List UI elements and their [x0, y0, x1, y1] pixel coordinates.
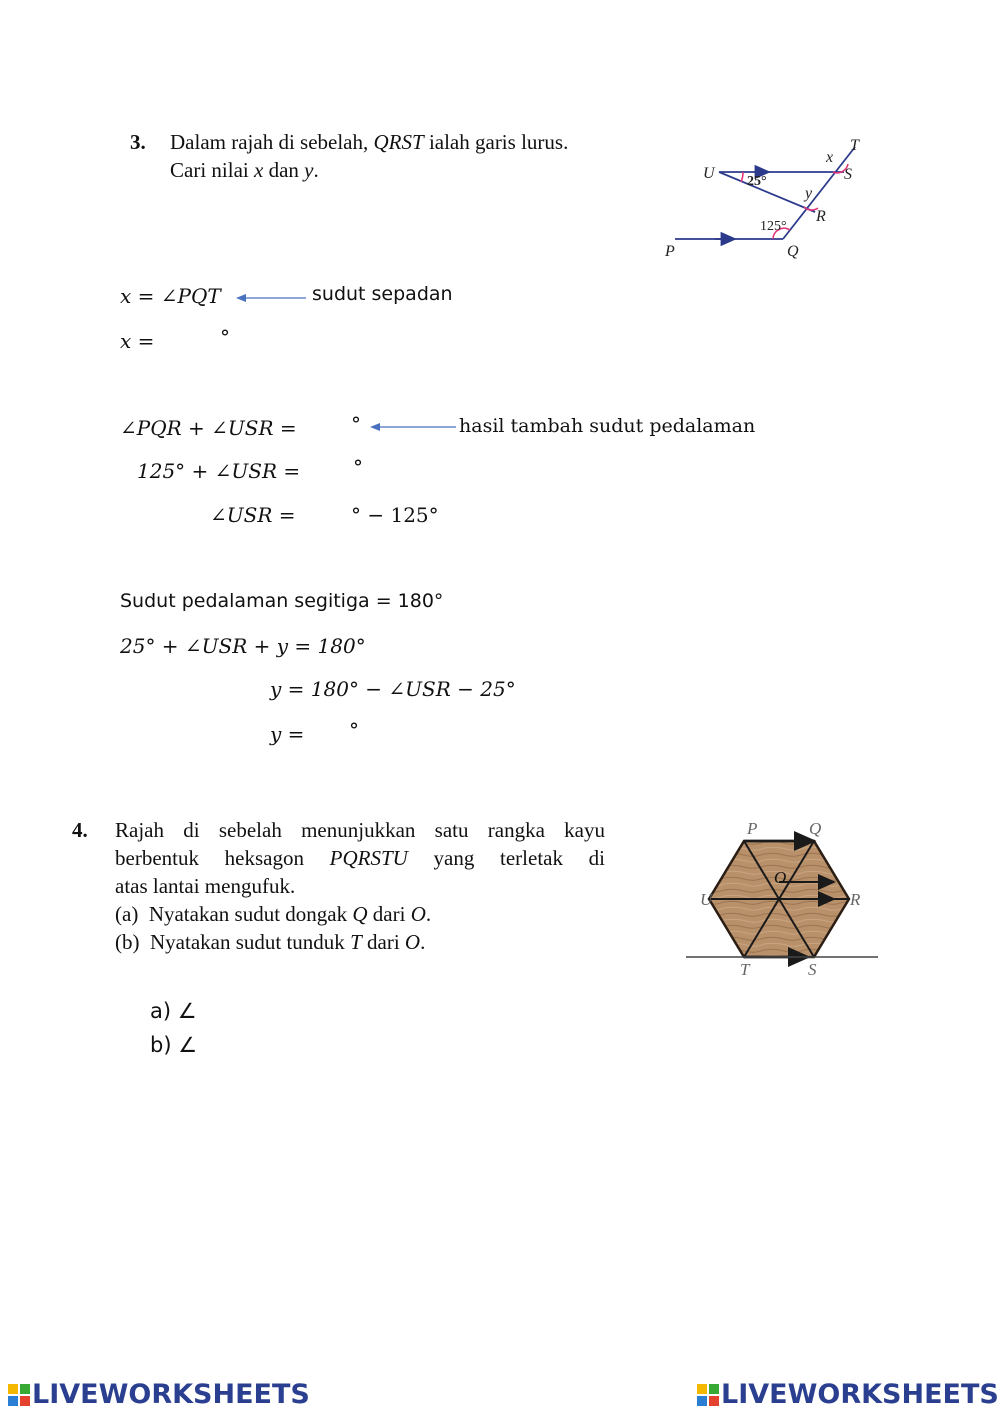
- q3-angle-diagram: [655, 132, 870, 267]
- answer-a-label: a) ∠: [150, 999, 197, 1023]
- q4-hexagon-diagram: [684, 815, 880, 980]
- note-sudut-sepadan: sudut sepadan: [312, 283, 453, 305]
- liveworksheets-logo-icon: [8, 1384, 30, 1406]
- line-qrst: [783, 147, 855, 239]
- step-y-degree: °: [349, 718, 359, 742]
- question-3-text: Dalam rajah di sebelah, QRST ialah garis lurus. Cari nilai x dan y.: [170, 130, 569, 182]
- label-s: S: [808, 960, 817, 979]
- label-25: 25°: [747, 174, 767, 189]
- label-u: U: [703, 165, 715, 182]
- label-r: R: [816, 208, 826, 225]
- step-y-value-label: y =: [270, 722, 305, 746]
- question-4-number: 4.: [72, 818, 88, 842]
- liveworksheets-logo-icon: [697, 1384, 719, 1406]
- question-4-text: Rajah di sebelah menunjukkan satu rangka kayu berbentuk heksagon PQRSTU yang terletak di atas lantai mengufuk. (a) Nyatakan sudut dongak Q dari O. (b) Nyatakan sudut tunduk T dari O.: [115, 818, 605, 954]
- label-s: S: [844, 166, 852, 183]
- arrow-sudut-sepadan: [236, 291, 308, 305]
- step-usr-tail: ° − 125°: [351, 503, 439, 527]
- step-usr: ∠USR =: [210, 503, 296, 527]
- label-t: T: [850, 137, 859, 154]
- step-x-degree: °: [220, 325, 230, 349]
- label-p: P: [747, 819, 758, 838]
- footer-logo-right: LIVEWORKSHEETS: [697, 1379, 999, 1410]
- arrow-sudut-pedalaman: [370, 420, 458, 434]
- answer-b-label: b) ∠: [150, 1033, 198, 1057]
- label-r: R: [850, 890, 861, 909]
- step-125-usr: 125° + ∠USR =: [137, 459, 301, 483]
- step-x-equals-pqt: x = ∠PQT: [120, 284, 221, 308]
- step-125-degree: °: [353, 455, 363, 479]
- note-triangle-sum: Sudut pedalaman segitiga = 180°: [120, 590, 444, 612]
- label-q: Q: [809, 819, 822, 838]
- line-ur: [719, 172, 815, 212]
- step-pqr-usr: ∠PQR + ∠USR =: [120, 416, 297, 440]
- step-triangle-eq: 25° + ∠USR + y = 180°: [120, 634, 366, 658]
- step-pqr-degree: °: [351, 412, 361, 436]
- label-t: T: [740, 960, 750, 979]
- step-y-expr: y = 180° − ∠USR − 25°: [270, 677, 516, 701]
- label-u: U: [700, 890, 713, 909]
- label-q: Q: [787, 243, 799, 260]
- label-o: O: [774, 868, 787, 887]
- note-sudut-pedalaman: hasil tambah sudut pedalaman: [459, 415, 756, 437]
- label-p: P: [665, 243, 675, 260]
- step-x-value-label: x =: [120, 329, 155, 353]
- label-y: y: [805, 185, 813, 202]
- arc-25: [741, 172, 743, 182]
- label-x: x: [826, 149, 834, 166]
- label-125: 125°: [760, 219, 787, 234]
- footer-logo-left: LIVEWORKSHEETS: [8, 1379, 310, 1410]
- question-3-number: 3.: [130, 130, 146, 154]
